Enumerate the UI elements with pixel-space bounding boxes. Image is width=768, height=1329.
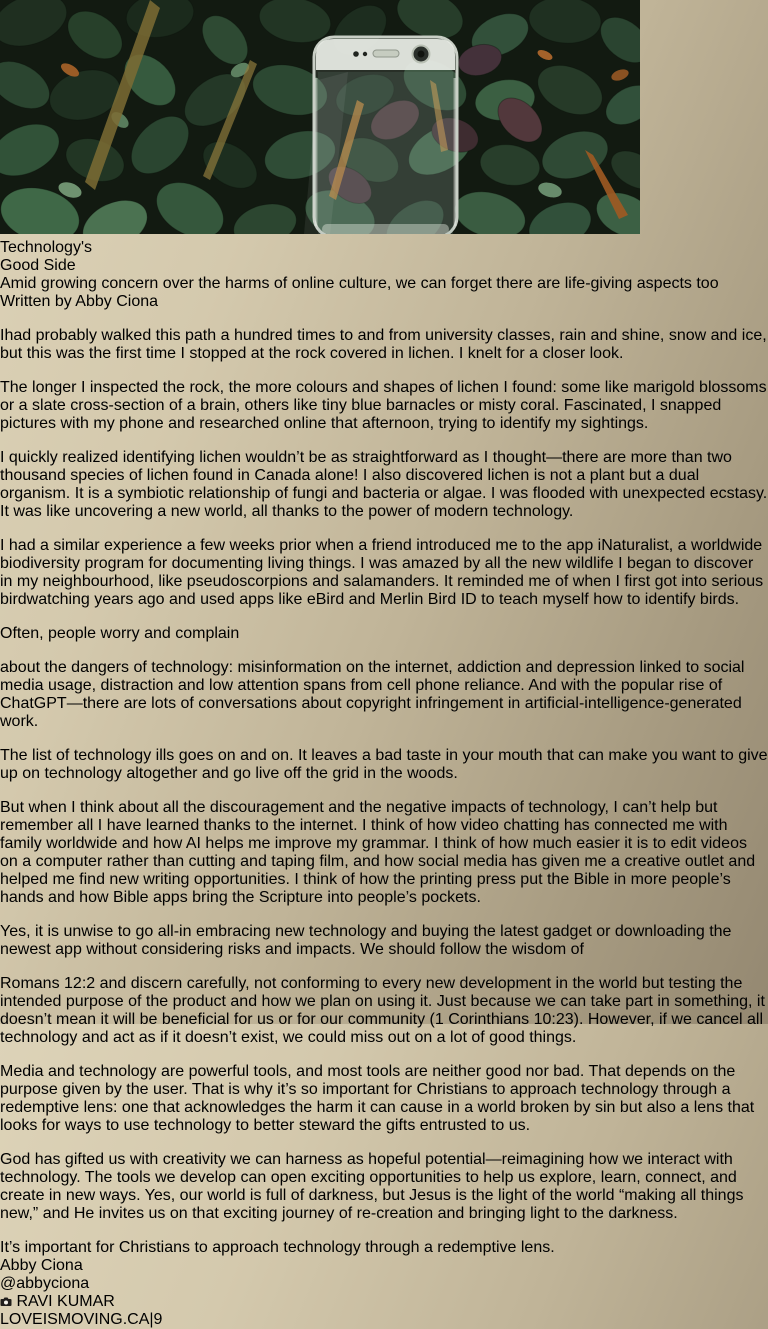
article-column-2	[0, 659, 768, 959]
camera-icon	[0, 1297, 12, 1306]
paragraph: I quickly realized identifying lichen wouldn’t be as straightforward as I thought—there are more than two thousand species of lichen found in Canada alone! I also discovered lichen is not a plant but a dual organism. It is a symbiotic relationship of fungi and bacteria or algae. I was flooded with unexpected ecstasy. It was like uncovering a new world, all thanks to the power of modern technology.	[0, 449, 768, 520]
photo-credit-name: RAVI KUMAR	[16, 1293, 115, 1310]
footer-separator: |	[149, 1311, 154, 1328]
leaf-photo	[0, 0, 640, 234]
paragraph: God has gifted us with creativity we can harness as hopeful potential—reimagining how we interact with technology. The tools we develop can open exciting opportunities to help us explore, learn, connect, and create in new ways. Yes, our world is full of darkness, but Jesus is the light of the world “making all things new,” and He invites us on that exciting journey of re-creation and bringing light to the darkness.	[0, 1151, 744, 1222]
paragraph-text: had probably walked this path a hundred times to and from university classes, rain and shine, snow and ice, but this was the first time I stopped at the rock covered in lichen. I knelt for a closer look.	[0, 327, 767, 362]
phone-illustration	[304, 37, 457, 234]
article-column-1	[0, 327, 768, 643]
paragraph: I had a similar experience a few weeks prior when a friend introduced me to the app iNaturalist, a worldwide biodiversity program for documenting living things. I was amazed by all the new wildlife I began to discover in my neighbourhood, like pseudoscorpions and salamanders. It reminded me of when I first got into serious birdwatching years ago and used apps like eBird and Merlin Bird ID to teach myself how to identify birds.	[0, 537, 764, 608]
title-line-2: Good Side	[0, 257, 76, 274]
paragraph: Media and technology are powerful tools, and most tools are neither good nor bad. That depends on the purpose given by the user. That is why it’s so important for Christians to approach technology through a redemptive lens: one that acknowledges the harm it can cause in a world broken by sin but also a lens that looks for ways to use technology to better steward the gifts entrusted to us.	[0, 1063, 755, 1134]
article-subtitle: Amid growing concern over the harms of online culture, we can forget there are life-giving aspects too	[0, 275, 719, 292]
paragraph	[0, 327, 768, 363]
byline: Written by Abby Ciona	[0, 293, 159, 310]
site-name: LOVEISMOVING.CA	[0, 1311, 150, 1328]
paragraph: But when I think about all the discouragement and the negative impacts of technology, I can’t help but remember all I have learned thanks to the internet. I think of how video chatting has connected me with family worldwide and how AI helps me improve my grammar. I think of how much easier it is to edit videos on a computer rather than cutting and taping film, and how social media has given me a creative outlet and helped me find new writing opportunities. I think of how the printing press put the Bible in more people’s hands and how Bible apps bring the Scripture into people’s pockets.	[0, 799, 756, 906]
pull-quote: It’s important for Christians to approach technology through a redemptive lens.	[0, 1239, 555, 1256]
article-title	[0, 239, 768, 275]
paragraph: Romans 12:2 and discern carefully, not conforming to every new development in the world but testing the intended purpose of the product and how we plan on using it. Just because we can take part in something, it doesn’t mean it will be beneficial for us or for our community (1 Corinthians 10:23). However, if we cancel all technology and act as if it doesn’t exist, we could miss out on a lot of good things.	[0, 975, 765, 1046]
page-footer	[0, 1311, 768, 1329]
drop-cap: I	[0, 327, 5, 344]
paragraph: Often, people worry and complain	[0, 625, 240, 642]
title-line-1: Technology's	[0, 239, 92, 256]
wall-corner-shadow	[0, 0, 9, 1024]
article-column-3	[0, 975, 768, 1223]
paragraph: about the dangers of technology: misinformation on the internet, addiction and depression linked to social media usage, distraction and low attention spans from cell phone reliance. And with the popular rise of ChatGPT—there are lots of conversations about copyright infringement in artificial-intelligence-generated work.	[0, 659, 745, 730]
author-name: Abby Ciona	[0, 1257, 83, 1274]
paragraph: Yes, it is unwise to go all-in embracing new technology and buying the latest gadget or downloading the newest app without considering risks and impacts. We should follow the wisdom of	[0, 923, 732, 958]
paragraph: The longer I inspected the rock, the more colours and shapes of lichen I found: some like marigold blossoms or a slate cross-section of a brain, others like tiny blue barnacles or misty coral. Fascinated, I snapped pictures with my phone and researched online that afternoon, trying to identify my sightings.	[0, 379, 767, 432]
page-number: 9	[153, 1311, 163, 1328]
author-credits	[0, 1257, 768, 1311]
hero-photo	[0, 0, 768, 293]
author-handle: @abbyciona	[0, 1275, 90, 1292]
paragraph: The list of technology ills goes on and on. It leaves a bad taste in your mouth that can make you want to give up on technology altogether and go live off the grid in the woods.	[0, 747, 768, 782]
photo-credit	[0, 1293, 768, 1311]
